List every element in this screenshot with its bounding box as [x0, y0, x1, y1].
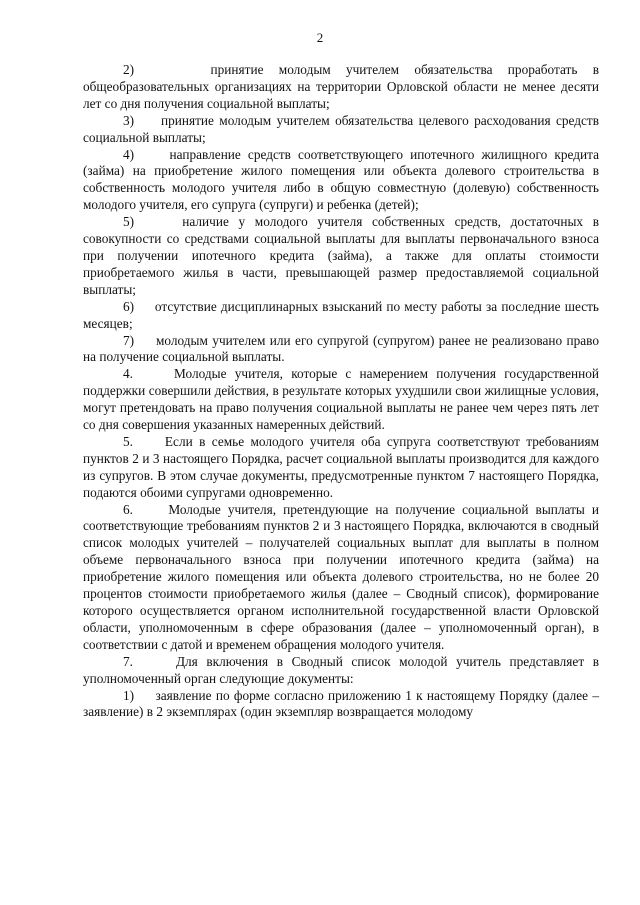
document-body	[83, 62, 599, 721]
paragraph-item-6: 6) отсутствие дисциплинарных взысканий по месту работы за последние шесть месяцев;	[83, 298, 599, 331]
paragraph-clause-7-item-1: 1) заявление по форме согласно приложению 1 к настоящему Порядку (далее – заявление) в 2 экземплярах (один экземпляр возвращается молодому	[83, 687, 599, 720]
paragraph-item-7: 7) молодым учителем или его супругой (супругом) ранее не реализовано право на получение социальной выплаты.	[83, 332, 599, 365]
paragraph-clause-6: 6. Молодые учителя, претендующие на получение социальной выплаты и соответствующие требованиям пунктов 2 и 3 настоящего Порядка, включаются в сводный список молодых учителей – получателей социальных выплат для выплаты в полном объеме первоначального взноса при получении ипотечного кредита (займа) на приобретение жилого помещения или объекта долевого строительства, но не более 20 процентов стоимости приобретаемого жилья (далее – Сводный список), формирование которого осуществляется органом исполнительной государственной власти Орловской области, уполномоченным в сфере образования (далее – уполномоченный орган), в соответствии с датой и временем обращения молодого учителя.	[83, 501, 599, 652]
paragraph-clause-5: 5. Если в семье молодого учителя оба супруга соответствуют требованиям пунктов 2 и 3 настоящего Порядка, расчет социальной выплаты производится для каждого из супругов. В этом случае документы, предусмотренные пунктом 7 настоящего Порядка, подаются обоими супругами одновременно.	[83, 433, 599, 500]
paragraph-item-3: 3) принятие молодым учителем обязательства целевого расходования средств социальной выплаты;	[83, 112, 599, 145]
paragraph-clause-4: 4. Молодые учителя, которые с намерением получения государственной поддержки совершили действия, в результате которых ухудшили свои жилищные условия, могут претендовать на право получения социальной выплаты не ранее чем через пять лет со дня совершения указанных намеренных действий.	[83, 366, 599, 433]
paragraph-item-4: 4) направление средств соответствующего ипотечного жилищного кредита (займа) на приобретение жилого помещения или объекта долевого строительства в собственность молодого учителя либо в общую совместную (долевую) собственность молодого учителя, его супруга (супруги) и ребенка (детей);	[83, 146, 599, 213]
paragraph-item-5: 5) наличие у молодого учителя собственных средств, достаточных в совокупности со средствами социальной выплаты для выплаты первоначального взноса при получении ипотечного кредита (займа), а также для оплаты стоимости приобретаемого жилья в части, превышающей размер предоставляемой социальной выплаты;	[83, 214, 599, 297]
page-number: 2	[316, 30, 324, 45]
paragraph-item-2: 2) принятие молодым учителем обязательства проработать в общеобразовательных организациях на территории Орловской области не менее десяти лет со дня получения социальной выплаты;	[83, 62, 599, 111]
paragraph-clause-7: 7. Для включения в Сводный список молодой учитель представляет в уполномоченный орган следующие документы:	[83, 653, 599, 686]
